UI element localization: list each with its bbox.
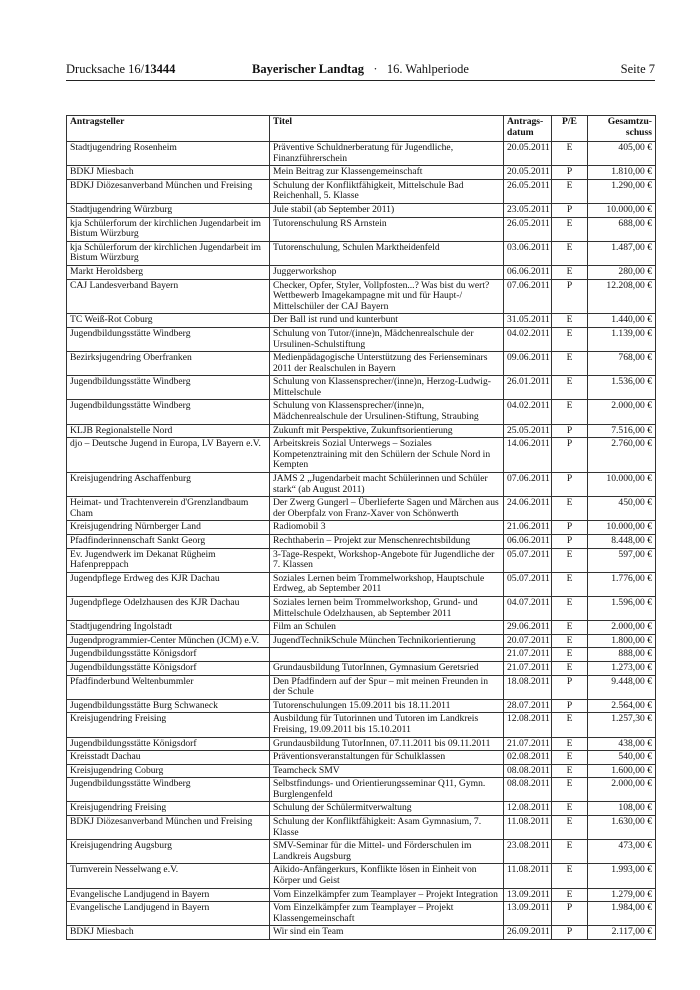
cell-date: 28.07.2011 bbox=[504, 699, 552, 713]
cell-title: Der Zwerg Gungerl – Überlieferte Sagen und Märchen aus der Oberpfalz von Franz-Xaver von Schönwerth bbox=[270, 497, 504, 521]
cell-title: 3-Tage-Respekt, Workshop-Angebote für Jugendliche der 7. Klassen bbox=[270, 548, 504, 572]
cell-pe: E bbox=[552, 840, 588, 864]
cell-title: Den Pfadfindern auf der Spur – mit meinen Freunden in der Schule bbox=[270, 675, 504, 699]
cell-total: 1.810,00 € bbox=[588, 166, 656, 180]
table-row bbox=[67, 265, 656, 279]
cell-pe: E bbox=[552, 864, 588, 888]
cell-pe: E bbox=[552, 713, 588, 737]
cell-date: 20.05.2011 bbox=[504, 142, 552, 166]
cell-pe: E bbox=[552, 648, 588, 662]
cell-title: Jule stabil (ab September 2011) bbox=[270, 203, 504, 217]
cell-total: 1.279,00 € bbox=[588, 888, 656, 902]
column-header-title: Titel bbox=[270, 116, 504, 142]
cell-total: 1.776,00 € bbox=[588, 572, 656, 596]
table-row bbox=[67, 713, 656, 737]
cell-total: 8.448,00 € bbox=[588, 535, 656, 549]
cell-date: 02.08.2011 bbox=[504, 751, 552, 765]
cell-date: 24.06.2011 bbox=[504, 497, 552, 521]
cell-title: Soziales Lernen beim Trommelworkshop, Hauptschule Erdweg, ab September 2011 bbox=[270, 572, 504, 596]
cell-date: 05.07.2011 bbox=[504, 548, 552, 572]
cell-pe: P bbox=[552, 535, 588, 549]
cell-pe: P bbox=[552, 473, 588, 497]
table-row bbox=[67, 816, 656, 840]
cell-date: 12.08.2011 bbox=[504, 713, 552, 737]
cell-applicant: Kreisjugendring Freising bbox=[67, 713, 270, 737]
table-row bbox=[67, 352, 656, 376]
parliament-name: Bayerischer Landtag bbox=[252, 62, 364, 76]
cell-pe: E bbox=[552, 572, 588, 596]
cell-date: 26.01.2011 bbox=[504, 376, 552, 400]
cell-date: 14.06.2011 bbox=[504, 438, 552, 473]
cell-title: Vom Einzelkämpfer zum Teamplayer – Projekt Integration bbox=[270, 888, 504, 902]
table-row bbox=[67, 661, 656, 675]
cell-date: 09.06.2011 bbox=[504, 352, 552, 376]
cell-total: 1.984,00 € bbox=[588, 902, 656, 926]
table-body bbox=[67, 142, 656, 940]
cell-total: 1.600,00 € bbox=[588, 764, 656, 778]
cell-total: 473,00 € bbox=[588, 840, 656, 864]
table-row bbox=[67, 572, 656, 596]
cell-applicant: kja Schülerforum der kirchlichen Jugendarbeit im Bistum Würzburg bbox=[67, 217, 270, 241]
cell-date: 18.08.2011 bbox=[504, 675, 552, 699]
cell-total: 768,00 € bbox=[588, 352, 656, 376]
cell-applicant: Pfadfinderbund Weltenbummler bbox=[67, 675, 270, 699]
cell-applicant: Heimat- und Trachtenverein d'Grenzlandbaum Cham bbox=[67, 497, 270, 521]
cell-total: 888,00 € bbox=[588, 648, 656, 662]
cell-total: 280,00 € bbox=[588, 265, 656, 279]
cell-title: Der Ball ist rund und kunterbunt bbox=[270, 314, 504, 328]
table-row bbox=[67, 497, 656, 521]
cell-pe: P bbox=[552, 521, 588, 535]
header-separator: · bbox=[373, 62, 378, 76]
table-row bbox=[67, 888, 656, 902]
cell-pe: P bbox=[552, 675, 588, 699]
cell-date: 13.09.2011 bbox=[504, 888, 552, 902]
cell-title: Schulung der Konfliktfähigkeit, Mittelschule Bad Reichenhall, 5. Klasse bbox=[270, 179, 504, 203]
cell-total: 1.536,00 € bbox=[588, 376, 656, 400]
cell-pe: E bbox=[552, 802, 588, 816]
cell-total: 688,00 € bbox=[588, 217, 656, 241]
cell-total: 450,00 € bbox=[588, 497, 656, 521]
cell-total: 10.000,00 € bbox=[588, 473, 656, 497]
table-row bbox=[67, 548, 656, 572]
cell-total: 2.000,00 € bbox=[588, 621, 656, 635]
cell-date: 26.05.2011 bbox=[504, 179, 552, 203]
cell-pe: P bbox=[552, 203, 588, 217]
cell-applicant: Kreisjugendring Augsburg bbox=[67, 840, 270, 864]
cell-total: 2.117,00 € bbox=[588, 926, 656, 940]
cell-title: Arbeitskreis Sozial Unterwegs – Soziales Kompetenztraining mit den Schülern der Schule Nord in Kempten bbox=[270, 438, 504, 473]
cell-total: 2.000,00 € bbox=[588, 778, 656, 802]
table-row bbox=[67, 764, 656, 778]
table-row bbox=[67, 179, 656, 203]
cell-title bbox=[270, 648, 504, 662]
cell-date: 21.07.2011 bbox=[504, 648, 552, 662]
cell-title: Präventive Schuldnerberatung für Jugendliche, Finanzführerschein bbox=[270, 142, 504, 166]
cell-title: Ausbildung für Tutorinnen und Tutoren im Landkreis Freising, 19.09.2011 bis 15.10.2011 bbox=[270, 713, 504, 737]
cell-date: 23.05.2011 bbox=[504, 203, 552, 217]
cell-pe: E bbox=[552, 816, 588, 840]
table-row bbox=[67, 521, 656, 535]
cell-title: Wir sind ein Team bbox=[270, 926, 504, 940]
cell-date: 21.07.2011 bbox=[504, 737, 552, 751]
table-row bbox=[67, 634, 656, 648]
table-row bbox=[67, 802, 656, 816]
cell-pe: E bbox=[552, 241, 588, 265]
cell-applicant: BDKJ Diözesanverband München und Freising bbox=[67, 816, 270, 840]
cell-pe: E bbox=[552, 621, 588, 635]
cell-applicant: Jugendbildungsstätte Königsdorf bbox=[67, 737, 270, 751]
cell-total: 1.993,00 € bbox=[588, 864, 656, 888]
cell-date: 06.06.2011 bbox=[504, 535, 552, 549]
cell-applicant: Stadtjugendring Würzburg bbox=[67, 203, 270, 217]
table-header-row bbox=[67, 116, 656, 142]
cell-date: 07.06.2011 bbox=[504, 473, 552, 497]
cell-pe: E bbox=[552, 596, 588, 620]
cell-total: 7.516,00 € bbox=[588, 424, 656, 438]
cell-applicant: kja Schülerforum der kirchlichen Jugendarbeit im Bistum Würzburg bbox=[67, 241, 270, 265]
cell-pe: E bbox=[552, 352, 588, 376]
cell-title: Tutorenschulungen 15.09.2011 bis 18.11.2011 bbox=[270, 699, 504, 713]
cell-total: 1.440,00 € bbox=[588, 314, 656, 328]
table-row bbox=[67, 166, 656, 180]
table-row bbox=[67, 241, 656, 265]
table-row bbox=[67, 376, 656, 400]
cell-applicant: TC Weiß-Rot Coburg bbox=[67, 314, 270, 328]
cell-total: 1.273,00 € bbox=[588, 661, 656, 675]
cell-total: 2.000,00 € bbox=[588, 400, 656, 424]
cell-applicant: Jugendprogrammier-Center München (JCM) e.V. bbox=[67, 634, 270, 648]
cell-pe: E bbox=[552, 751, 588, 765]
cell-pe: E bbox=[552, 142, 588, 166]
cell-total: 540,00 € bbox=[588, 751, 656, 765]
cell-pe: E bbox=[552, 778, 588, 802]
cell-title: Schulung von Klassensprecher/(inne)n, Herzog-Ludwig-Mittelschule bbox=[270, 376, 504, 400]
cell-date: 07.06.2011 bbox=[504, 279, 552, 314]
cell-total: 1.290,00 € bbox=[588, 179, 656, 203]
cell-pe: P bbox=[552, 926, 588, 940]
cell-title: Teamcheck SMV bbox=[270, 764, 504, 778]
cell-applicant: BDKJ Miesbach bbox=[67, 926, 270, 940]
cell-date: 11.08.2011 bbox=[504, 816, 552, 840]
table-row bbox=[67, 438, 656, 473]
cell-date: 20.05.2011 bbox=[504, 166, 552, 180]
table-row bbox=[67, 751, 656, 765]
cell-title: SMV-Seminar für die Mittel- und Förderschulen im Landkreis Augsburg bbox=[270, 840, 504, 864]
cell-date: 08.08.2011 bbox=[504, 778, 552, 802]
cell-pe: P bbox=[552, 166, 588, 180]
page-number: Seite 7 bbox=[620, 62, 655, 76]
cell-total: 1.630,00 € bbox=[588, 816, 656, 840]
cell-pe: E bbox=[552, 265, 588, 279]
cell-title: Soziales lernen beim Trommelworkshop, Grund- und Mittelschule Odelzhausen, ab September 2011 bbox=[270, 596, 504, 620]
cell-total: 10.000,00 € bbox=[588, 203, 656, 217]
column-header-total: Gesamtzu-schuss bbox=[588, 116, 656, 142]
cell-pe: E bbox=[552, 376, 588, 400]
cell-pe: E bbox=[552, 888, 588, 902]
cell-title: JAMS 2 „Jugendarbeit macht Schülerinnen und Schüler stark“ (ab August 2011) bbox=[270, 473, 504, 497]
cell-date: 26.09.2011 bbox=[504, 926, 552, 940]
cell-pe: E bbox=[552, 764, 588, 778]
cell-total: 1.487,00 € bbox=[588, 241, 656, 265]
table-row bbox=[67, 648, 656, 662]
cell-applicant: Jugendbildungsstätte Windberg bbox=[67, 778, 270, 802]
table-row bbox=[67, 400, 656, 424]
cell-applicant: Jugendbildungsstätte Windberg bbox=[67, 376, 270, 400]
cell-date: 12.08.2011 bbox=[504, 802, 552, 816]
cell-total: 438,00 € bbox=[588, 737, 656, 751]
cell-title: Schulung von Klassensprecher/(inne)n, Mädchenrealschule der Ursulinen-Stiftung, Straubing bbox=[270, 400, 504, 424]
header-rule bbox=[66, 80, 655, 81]
cell-title: Film an Schulen bbox=[270, 621, 504, 635]
cell-date: 05.07.2011 bbox=[504, 572, 552, 596]
cell-date: 04.07.2011 bbox=[504, 596, 552, 620]
page-header bbox=[66, 62, 655, 78]
cell-date: 06.06.2011 bbox=[504, 265, 552, 279]
cell-pe: P bbox=[552, 424, 588, 438]
cell-applicant: Kreisjugendring Aschaffenburg bbox=[67, 473, 270, 497]
cell-pe: E bbox=[552, 548, 588, 572]
cell-date: 29.06.2011 bbox=[504, 621, 552, 635]
cell-date: 31.05.2011 bbox=[504, 314, 552, 328]
table-row bbox=[67, 473, 656, 497]
cell-title: Juggerworkshop bbox=[270, 265, 504, 279]
cell-total: 597,00 € bbox=[588, 548, 656, 572]
cell-title: Grundausbildung TutorInnen, Gymnasium Geretsried bbox=[270, 661, 504, 675]
cell-pe: E bbox=[552, 497, 588, 521]
cell-title: Radiomobil 3 bbox=[270, 521, 504, 535]
cell-applicant: djo – Deutsche Jugend in Europa, LV Bayern e.V. bbox=[67, 438, 270, 473]
cell-applicant: Evangelische Landjugend in Bayern bbox=[67, 902, 270, 926]
cell-pe: E bbox=[552, 634, 588, 648]
cell-applicant: Jugendbildungsstätte Königsdorf bbox=[67, 648, 270, 662]
cell-applicant: Kreisjugendring Coburg bbox=[67, 764, 270, 778]
table-row bbox=[67, 279, 656, 314]
cell-date: 21.06.2011 bbox=[504, 521, 552, 535]
cell-title: Vom Einzelkämpfer zum Teamplayer – Projekt Klassengemeinschaft bbox=[270, 902, 504, 926]
cell-applicant: Stadtjugendring Ingolstadt bbox=[67, 621, 270, 635]
cell-applicant: Jugendbildungsstätte Windberg bbox=[67, 327, 270, 351]
cell-title: Aikido-Anfängerkurs, Konflikte lösen in Einheit von Körper und Geist bbox=[270, 864, 504, 888]
cell-date: 04.02.2011 bbox=[504, 327, 552, 351]
table-row bbox=[67, 737, 656, 751]
cell-date: 08.08.2011 bbox=[504, 764, 552, 778]
cell-pe: E bbox=[552, 661, 588, 675]
cell-applicant: Markt Heroldsberg bbox=[67, 265, 270, 279]
cell-title: Rechthaberin – Projekt zur Menschenrechtsbildung bbox=[270, 535, 504, 549]
cell-applicant: Kreisstadt Dachau bbox=[67, 751, 270, 765]
cell-date: 11.08.2011 bbox=[504, 864, 552, 888]
table-row bbox=[67, 926, 656, 940]
cell-pe: P bbox=[552, 279, 588, 314]
funding-table bbox=[66, 115, 656, 940]
cell-title: Schulung der Schülermitverwaltung bbox=[270, 802, 504, 816]
cell-total: 1.257,30 € bbox=[588, 713, 656, 737]
table-row bbox=[67, 217, 656, 241]
cell-applicant: Stadtjugendring Rosenheim bbox=[67, 142, 270, 166]
cell-total: 405,00 € bbox=[588, 142, 656, 166]
legislative-period: 16. Wahlperiode bbox=[386, 62, 469, 76]
table-row bbox=[67, 864, 656, 888]
cell-title: Schulung der Konfliktfähigkeit: Asam Gymnasium, 7. Klasse bbox=[270, 816, 504, 840]
cell-applicant: Jugendbildungsstätte Burg Schwaneck bbox=[67, 699, 270, 713]
cell-applicant: Jugendpflege Odelzhausen des KJR Dachau bbox=[67, 596, 270, 620]
table-row bbox=[67, 675, 656, 699]
cell-date: 25.05.2011 bbox=[504, 424, 552, 438]
cell-date: 20.07.2011 bbox=[504, 634, 552, 648]
cell-title: Tutorenschulung, Schulen Marktheidenfeld bbox=[270, 241, 504, 265]
column-header-date: Antrags-datum bbox=[504, 116, 552, 142]
cell-applicant: Jugendpflege Erdweg des KJR Dachau bbox=[67, 572, 270, 596]
cell-applicant: Jugendbildungsstätte Königsdorf bbox=[67, 661, 270, 675]
cell-title: JugendTechnikSchule München Technikorientierung bbox=[270, 634, 504, 648]
cell-applicant: BDKJ Miesbach bbox=[67, 166, 270, 180]
document-number: Drucksache 16/13444 bbox=[66, 62, 176, 76]
table-row bbox=[67, 778, 656, 802]
cell-title: Präventionsveranstaltungen für Schulklassen bbox=[270, 751, 504, 765]
cell-applicant: CAJ Landesverband Bayern bbox=[67, 279, 270, 314]
cell-applicant: Turnverein Nesselwang e.V. bbox=[67, 864, 270, 888]
cell-pe: E bbox=[552, 737, 588, 751]
cell-title: Grundausbildung TutorInnen, 07.11.2011 bis 09.11.2011 bbox=[270, 737, 504, 751]
cell-date: 21.07.2011 bbox=[504, 661, 552, 675]
table-row bbox=[67, 314, 656, 328]
cell-applicant: Pfadfinderinnenschaft Sankt Georg bbox=[67, 535, 270, 549]
cell-pe: E bbox=[552, 314, 588, 328]
cell-date: 03.06.2011 bbox=[504, 241, 552, 265]
cell-total: 10.000,00 € bbox=[588, 521, 656, 535]
cell-applicant: Bezirksjugendring Oberfranken bbox=[67, 352, 270, 376]
cell-total: 2.760,00 € bbox=[588, 438, 656, 473]
table-row bbox=[67, 203, 656, 217]
cell-total: 2.564,00 € bbox=[588, 699, 656, 713]
table-row bbox=[67, 142, 656, 166]
cell-title: Checker, Opfer, Styler, Vollpfosten...? Was bist du wert? Wettbewerb Imagekampagne mit und für Haupt-/ Mittelschüler der CAJ Bayern bbox=[270, 279, 504, 314]
cell-pe: P bbox=[552, 902, 588, 926]
cell-applicant: Kreisjugendring Nürnberger Land bbox=[67, 521, 270, 535]
cell-applicant: Jugendbildungsstätte Windberg bbox=[67, 400, 270, 424]
cell-total: 108,00 € bbox=[588, 802, 656, 816]
cell-date: 13.09.2011 bbox=[504, 902, 552, 926]
cell-total: 1.139,00 € bbox=[588, 327, 656, 351]
cell-pe: E bbox=[552, 327, 588, 351]
cell-total: 9.448,00 € bbox=[588, 675, 656, 699]
cell-title: Medienpädagogische Unterstützung des Ferienseminars 2011 der Realschulen in Bayern bbox=[270, 352, 504, 376]
table-row bbox=[67, 621, 656, 635]
cell-applicant: Ev. Jugendwerk im Dekanat Rügheim Hafenpreppach bbox=[67, 548, 270, 572]
table-row bbox=[67, 596, 656, 620]
cell-applicant: Kreisjugendring Freising bbox=[67, 802, 270, 816]
cell-date: 04.02.2011 bbox=[504, 400, 552, 424]
cell-title: Zukunft mit Perspektive, Zukunftsorientierung bbox=[270, 424, 504, 438]
table-row bbox=[67, 699, 656, 713]
cell-pe: E bbox=[552, 179, 588, 203]
table-row bbox=[67, 902, 656, 926]
table-row bbox=[67, 327, 656, 351]
header-center bbox=[66, 62, 655, 77]
cell-total: 12.208,00 € bbox=[588, 279, 656, 314]
cell-title: Mein Beitrag zur Klassengemeinschaft bbox=[270, 166, 504, 180]
column-header-applicant: Antragsteller bbox=[67, 116, 270, 142]
cell-total: 1.800,00 € bbox=[588, 634, 656, 648]
cell-pe: E bbox=[552, 400, 588, 424]
cell-title: Schulung von Tutor/(inne)n, Mädchenrealschule der Ursulinen-Schulstiftung bbox=[270, 327, 504, 351]
cell-date: 26.05.2011 bbox=[504, 217, 552, 241]
cell-title: Selbstfindungs- und Orientierungsseminar Q11, Gymn. Burglengenfeld bbox=[270, 778, 504, 802]
cell-total: 1.596,00 € bbox=[588, 596, 656, 620]
cell-pe: E bbox=[552, 217, 588, 241]
table-row bbox=[67, 424, 656, 438]
cell-date: 23.08.2011 bbox=[504, 840, 552, 864]
column-header-pe: P/E bbox=[552, 116, 588, 142]
cell-applicant: KLJB Regionalstelle Nord bbox=[67, 424, 270, 438]
table-row bbox=[67, 840, 656, 864]
cell-pe: P bbox=[552, 438, 588, 473]
cell-applicant: Evangelische Landjugend in Bayern bbox=[67, 888, 270, 902]
cell-applicant: BDKJ Diözesanverband München und Freising bbox=[67, 179, 270, 203]
cell-pe: P bbox=[552, 699, 588, 713]
cell-title: Tutorenschulung RS Arnstein bbox=[270, 217, 504, 241]
table-row bbox=[67, 535, 656, 549]
